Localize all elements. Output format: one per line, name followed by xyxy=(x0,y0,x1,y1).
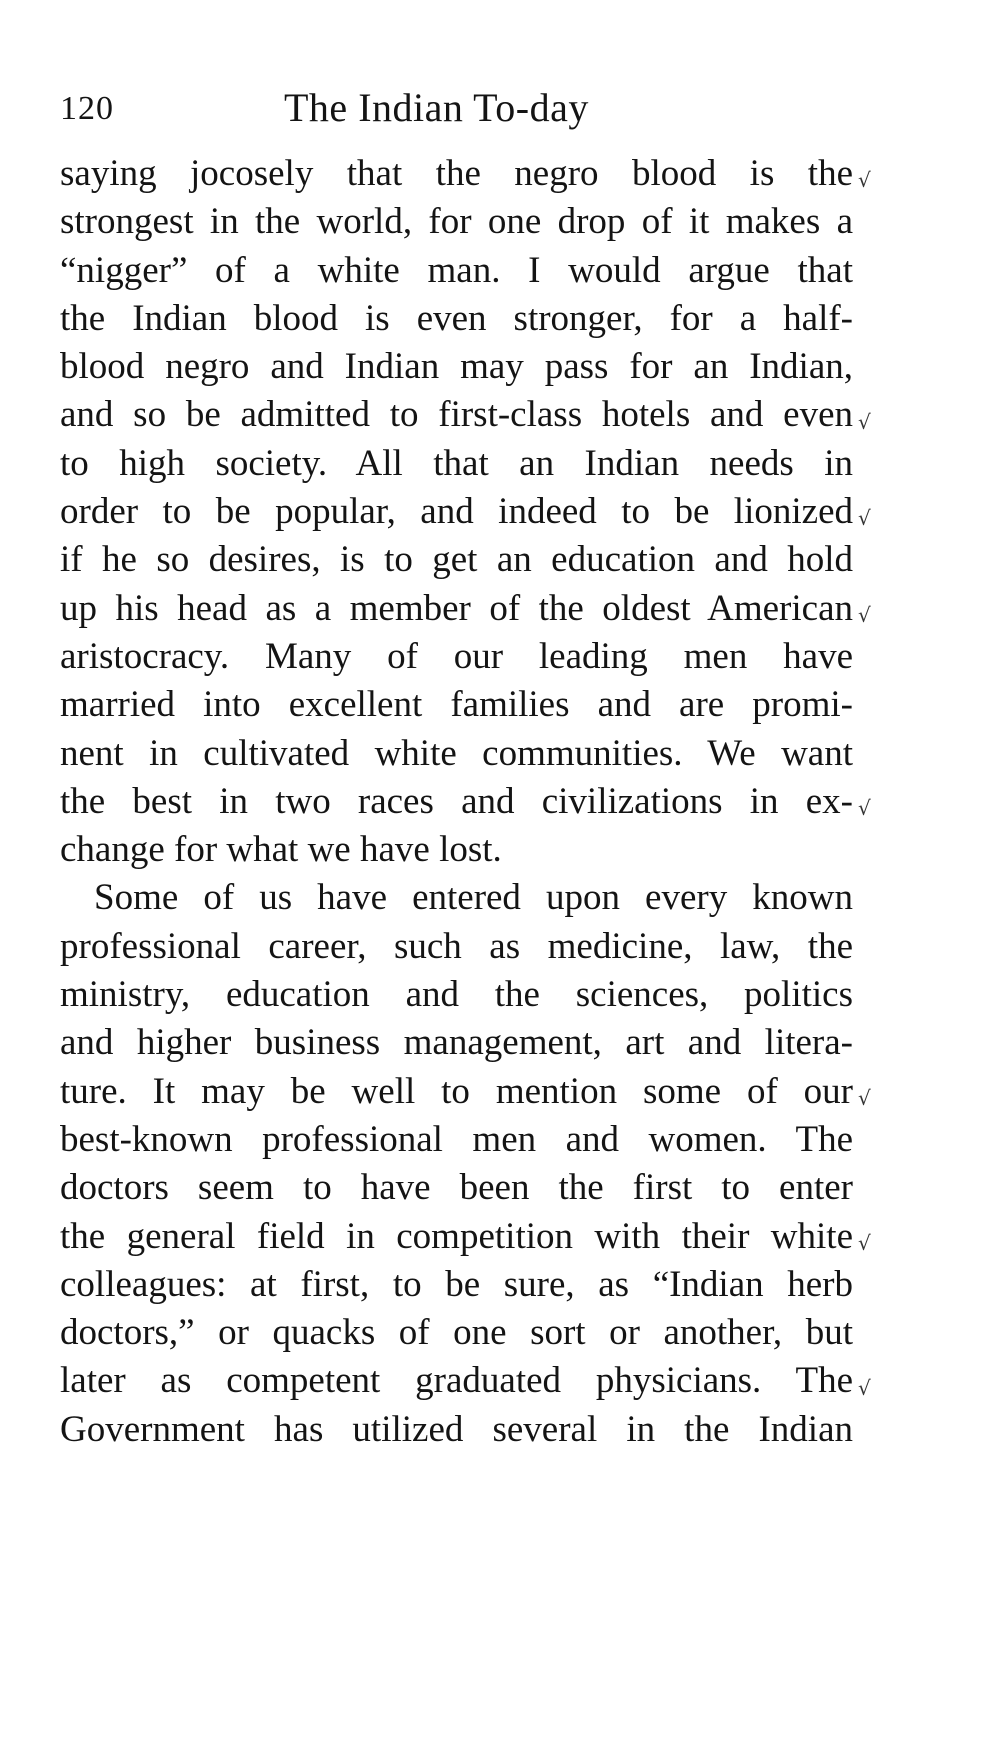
text-line: strongest in the world, for one drop of it makes a xyxy=(60,201,853,243)
text-line: saying jocosely that the negro blood is the xyxy=(60,153,853,194)
text-line: Some of us have entered upon every known xyxy=(94,877,853,919)
paragraph-1 xyxy=(60,150,853,874)
check-mark-icon: √ xyxy=(858,168,871,192)
text-line: doctors seem to have been the first to enter xyxy=(60,1167,853,1209)
text-line: later as competent graduated physicians. The xyxy=(60,1360,853,1402)
text-line: ture. It may be well to mention some of our xyxy=(60,1070,853,1112)
text-line: professional career, such as medicine, law, the xyxy=(60,925,853,967)
paragraph-2 xyxy=(60,874,853,1454)
check-mark-icon: √ xyxy=(858,506,871,531)
text-line: order to be popular, and indeed to be lionized xyxy=(60,491,853,533)
text-line: change for what we have lost. xyxy=(60,829,502,871)
text-line: the Indian blood is even stronger, for a half- xyxy=(60,297,853,339)
text-line: Government has utilized several in the Indian xyxy=(60,1408,853,1450)
check-mark-icon: √ xyxy=(858,1230,871,1255)
page-header xyxy=(60,84,860,144)
text-line: “nigger” of a white man. I would argue that xyxy=(60,249,853,291)
check-mark-icon: √ xyxy=(858,409,871,434)
check-mark-icon: √ xyxy=(858,1085,871,1110)
body-text xyxy=(60,150,853,1454)
text-line: aristocracy. Many of our leading men have xyxy=(60,635,853,677)
text-line: the general field in competition with their white xyxy=(60,1215,853,1257)
check-mark-icon: √ xyxy=(858,795,871,820)
text-line: ministry, education and the sciences, politics xyxy=(60,974,853,1016)
text-line: to high society. All that an Indian needs in xyxy=(60,442,853,484)
text-line: best-known professional men and women. The xyxy=(60,1118,853,1160)
page-number: 120 xyxy=(60,90,114,127)
text-line: blood negro and Indian may pass for an Indian, xyxy=(60,346,853,388)
running-title: The Indian To-day xyxy=(284,85,589,130)
text-line: nent in cultivated white communities. We want xyxy=(60,732,853,774)
text-line: married into excellent families and are promi- xyxy=(60,684,853,726)
text-line: if he so desires, is to get an education and hold xyxy=(60,539,853,581)
text-line: and so be admitted to first-class hotels and even xyxy=(60,394,853,436)
text-line: the best in two races and civilizations in ex- xyxy=(60,780,853,822)
check-mark-icon: √ xyxy=(858,1375,871,1400)
check-mark-icon: √ xyxy=(858,602,871,627)
text-line: colleagues: at first, to be sure, as “Indian herb xyxy=(60,1263,853,1305)
text-line: up his head as a member of the oldest American xyxy=(60,587,853,629)
text-line: and higher business management, art and litera- xyxy=(60,1022,853,1064)
text-line: doctors,” or quacks of one sort or another, but xyxy=(60,1312,853,1354)
